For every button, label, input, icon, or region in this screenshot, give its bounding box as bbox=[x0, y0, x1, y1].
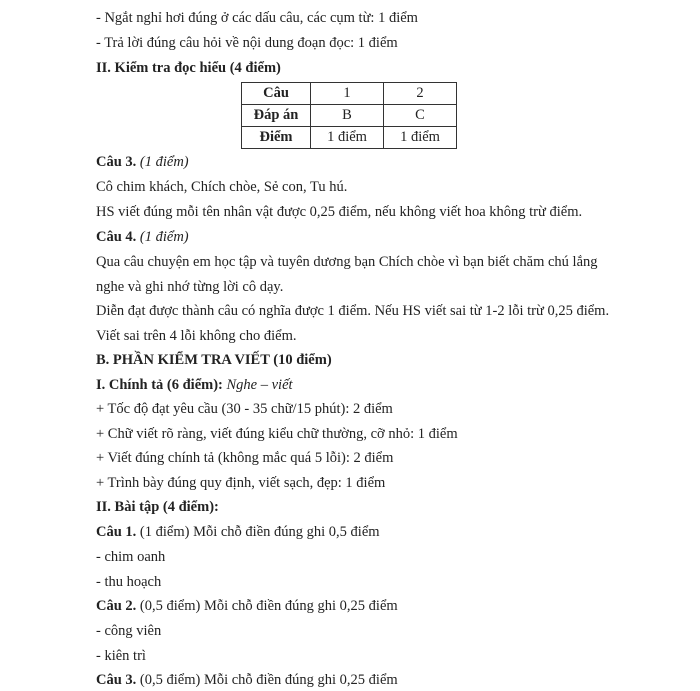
reading-criterion-answer: - Trả lời đúng câu hỏi về nội dung đoạn đọc: 1 điểm bbox=[96, 35, 398, 51]
question-4-note-line2: Viết sai trên 4 lỗi không cho điểm. bbox=[96, 328, 297, 344]
question-4-heading bbox=[96, 228, 189, 246]
question-label: Câu 3. bbox=[96, 154, 137, 170]
part-b-title: B. PHẦN KIỂM TRA VIẾT (10 điểm) bbox=[96, 352, 332, 368]
exercise-1-answer: - chim oanh bbox=[96, 549, 166, 565]
question-points: (1 điểm) bbox=[139, 154, 189, 170]
dictation-title: I. Chính tả (6 điểm): bbox=[96, 377, 223, 393]
exercise-text: (1 điểm) Mỗi chỗ điền đúng ghi 0,5 điểm bbox=[139, 524, 380, 540]
table-cell: B bbox=[311, 105, 384, 127]
question-3-heading bbox=[96, 153, 189, 171]
exercise-label: Câu 3. bbox=[96, 672, 137, 688]
dictation-criterion: + Tốc độ đạt yêu cầu (30 - 35 chữ/15 phút): 2 điểm bbox=[96, 401, 393, 417]
dictation-criterion: + Viết đúng chính tả (không mắc quá 5 lỗi): 2 điểm bbox=[96, 450, 394, 466]
answer-table bbox=[241, 82, 457, 149]
exercise-label: Câu 1. bbox=[96, 524, 137, 540]
exercises-title: II. Bài tập (4 điểm): bbox=[96, 499, 219, 515]
table-cell: 2 bbox=[384, 83, 457, 105]
question-3-answer: Cô chim khách, Chích chòe, Sẻ con, Tu hú. bbox=[96, 179, 348, 195]
question-4-answer-line1: Qua câu chuyện em học tập và tuyên dương bạn Chích chòe vì bạn biết chăm chú lắng bbox=[96, 254, 598, 270]
question-4-note-line1: Diễn đạt được thành câu có nghĩa được 1 điểm. Nếu HS viết sai từ 1-2 lỗi trừ 0,25 điểm. bbox=[96, 303, 610, 319]
exercise-1-answer: - thu hoạch bbox=[96, 574, 162, 590]
exercise-text: (0,5 điểm) Mỗi chỗ điền đúng ghi 0,25 điểm bbox=[139, 672, 398, 688]
table-row bbox=[242, 105, 457, 127]
table-cell: 1 điểm bbox=[311, 127, 384, 149]
exercise-1-heading bbox=[96, 523, 380, 541]
exercise-2-answer: - công viên bbox=[96, 623, 162, 639]
dictation-mode: Nghe – viết bbox=[226, 377, 293, 393]
exercise-2-heading bbox=[96, 597, 398, 615]
section-reading-comprehension-title: II. Kiểm tra đọc hiểu (4 điểm) bbox=[96, 60, 281, 76]
table-cell: 1 bbox=[311, 83, 384, 105]
exercise-text: (0,5 điểm) Mỗi chỗ điền đúng ghi 0,25 điểm bbox=[139, 598, 398, 614]
table-row bbox=[242, 83, 457, 105]
exercise-3-heading bbox=[96, 671, 398, 689]
question-label: Câu 4. bbox=[96, 229, 137, 245]
table-cell: C bbox=[384, 105, 457, 127]
table-cell: Câu bbox=[242, 83, 311, 105]
question-4-answer-line2: nghe và ghi nhớ từng lời cô dạy. bbox=[96, 279, 284, 295]
table-cell: Đáp án bbox=[242, 105, 311, 127]
question-points: (1 điểm) bbox=[139, 229, 189, 245]
table-row bbox=[242, 127, 457, 149]
exercise-2-answer: - kiên trì bbox=[96, 648, 146, 664]
table-cell: Điểm bbox=[242, 127, 311, 149]
reading-criterion-pause: - Ngắt nghỉ hơi đúng ở các dấu câu, các cụm từ: 1 điểm bbox=[96, 10, 418, 26]
dictation-criterion: + Chữ viết rõ ràng, viết đúng kiểu chữ thường, cỡ nhỏ: 1 điểm bbox=[96, 426, 458, 442]
dictation-heading bbox=[96, 376, 293, 394]
table-cell: 1 điểm bbox=[384, 127, 457, 149]
question-3-note: HS viết đúng mỗi tên nhân vật được 0,25 điểm, nếu không viết hoa không trừ điểm. bbox=[96, 204, 583, 220]
dictation-criterion: + Trình bày đúng quy định, viết sạch, đẹp: 1 điểm bbox=[96, 475, 386, 491]
exercise-label: Câu 2. bbox=[96, 598, 137, 614]
